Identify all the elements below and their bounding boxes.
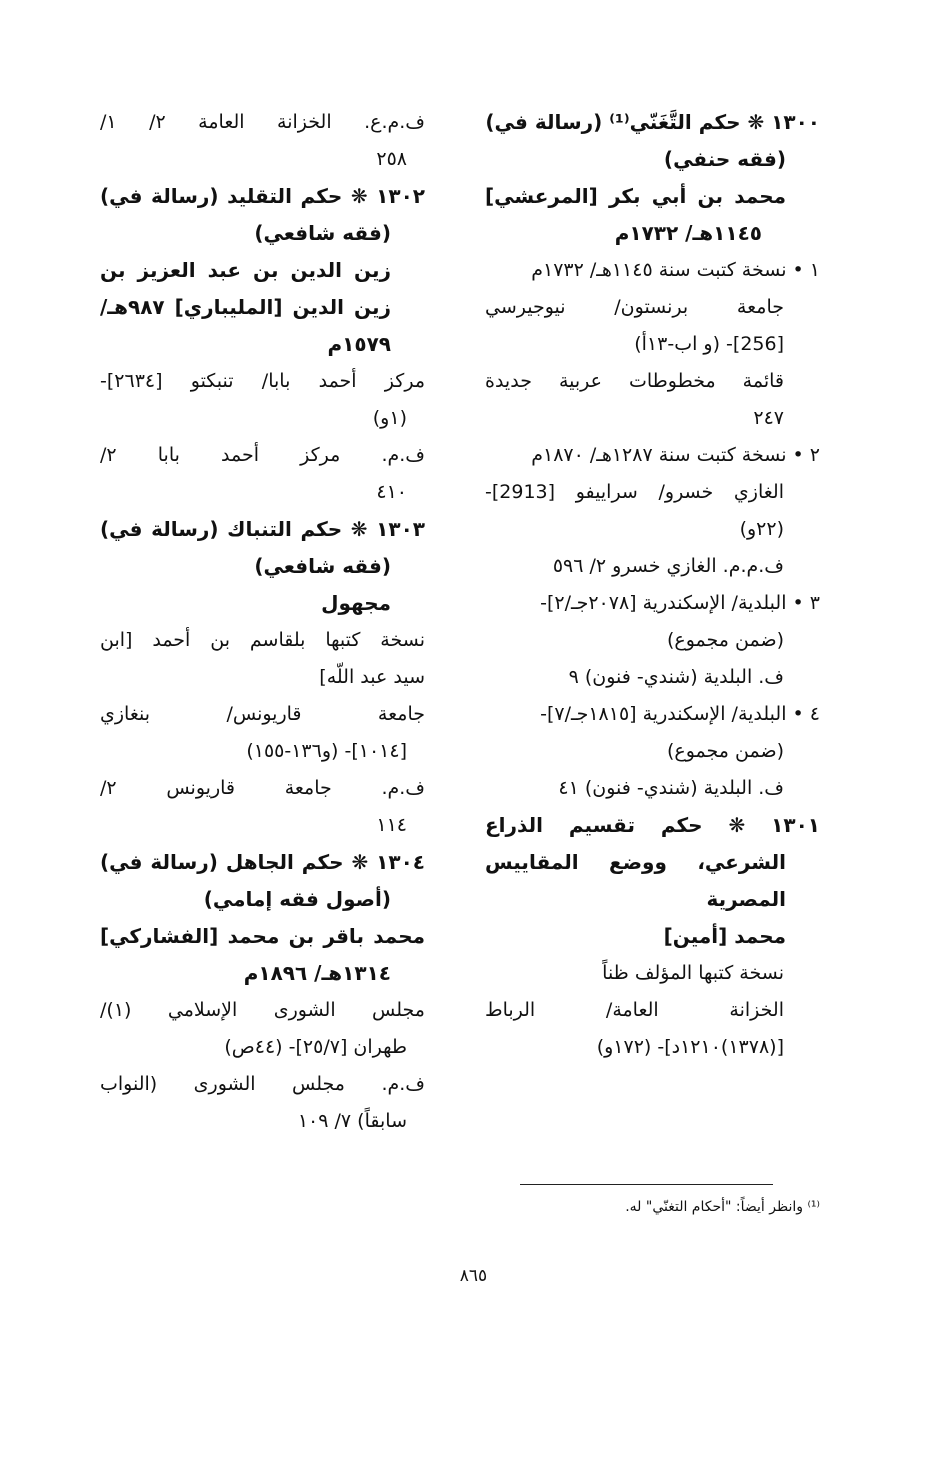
- right-column-line: (ضمن مجموع): [666, 629, 784, 651]
- page-number: ٨٦٥: [459, 1266, 488, 1286]
- left-column-line: ١٣٠٣ ❋ حكم التنباك (رسالة في): [100, 517, 425, 541]
- left-column-line: ١٣١٤هـ/ ١٨٩٦م: [243, 961, 391, 985]
- right-column-line: جامعة برنستون/ نيوجيرسي: [485, 296, 784, 318]
- right-column-line: [256]- (و اب-١٣أ): [634, 333, 784, 355]
- right-column-line: المصرية: [706, 887, 786, 911]
- right-column-line: الغازي خسرو/ سراييفو [2913]-: [485, 481, 784, 503]
- left-column-line: ٢٥٨: [376, 148, 407, 170]
- left-column-line: ف.م.ع. الخزانة العامة ٢/ ١/: [100, 111, 425, 133]
- right-column-line: ٤ • البلدية/ الإسكندرية [١٨١٥جـ/٧]-: [540, 703, 820, 725]
- right-column-line: ف.م.م. الغازي خسرو ٢/ ٥٩٦: [552, 555, 784, 577]
- right-column-line: [(١٣٧٨)١٢١٠د]- (١٧٢و): [596, 1036, 784, 1058]
- right-column-line: ف. البلدية (شندي- فنون) ٤١: [558, 777, 784, 799]
- right-column-line: ٢ • نسخة كتبت سنة ١٢٨٧هـ/ ١٨٧٠م: [531, 444, 820, 466]
- right-column-line: محمد [أمين]: [663, 924, 786, 948]
- left-column-line: زين الدين [المليباري] ٩٨٧هـ/: [100, 295, 391, 319]
- right-column: [485, 104, 820, 1066]
- right-column-line: (٢٢و): [739, 518, 784, 540]
- left-column-line: (١و): [372, 407, 407, 429]
- left-column-line: سابقاً) ٧/ ١٠٩: [297, 1110, 407, 1132]
- right-column-line: ٢٤٧: [753, 407, 784, 429]
- right-column-line: الشرعي، ووضع المقاييس: [485, 850, 786, 874]
- footnote-divider: [520, 1184, 773, 1185]
- left-column-line: ١٥٧٩م: [327, 332, 391, 356]
- footnote: ⁽¹⁾ وانظر أيضاً: "أحكام التغنّي" له.: [625, 1199, 820, 1215]
- right-column-line: ١٣٠١ ❋ حكم تقسيم الذراع: [485, 813, 820, 837]
- left-column-line: (فقه شافعي): [254, 554, 391, 578]
- left-column-line: مجهول: [321, 591, 391, 615]
- left-column-line: ٤١٠: [376, 481, 407, 503]
- left-column-line: مركز أحمد بابا/ تنبكتو [٢٦٣٤]-: [100, 370, 425, 392]
- left-column-line: سيد عبد اللّه]: [319, 666, 425, 688]
- right-column-line: قائمة مخطوطات عربية جديدة: [485, 370, 784, 392]
- left-column-line: محمد باقر بن محمد [الفشاركي]: [100, 924, 425, 948]
- right-column-line: نسخة كتبها المؤلف ظناً: [602, 962, 784, 984]
- left-column-line: مجلس الشورى الإسلامي (١)/: [100, 999, 425, 1021]
- left-column-line: ١٣٠٤ ❋ حكم الجاهل (رسالة في): [100, 850, 425, 874]
- left-column-line: (أصول فقه إمامي): [203, 887, 391, 911]
- left-column-line: طهران [٢٥/٧]- (٤٤ص): [224, 1036, 407, 1058]
- left-column: [100, 104, 425, 1140]
- right-column-line: ١ • نسخة كتبت سنة ١١٤٥هـ/ ١٧٣٢م: [531, 259, 820, 281]
- right-column-line: (ضمن مجموع): [666, 740, 784, 762]
- left-column-line: [١٠١٤]- (و١٣٦-١٥٥): [246, 740, 407, 762]
- left-column-line: ف.م. مجلس الشورى (النواب: [100, 1073, 425, 1095]
- left-column-line: (فقه شافعي): [254, 221, 391, 245]
- left-column-line: ١٣٠٢ ❋ حكم التقليد (رسالة في): [100, 184, 425, 208]
- left-column-line: نسخة كتبها بلقاسم بن أحمد [ابن: [100, 629, 425, 651]
- right-column-line: ١١٤٥هـ/ ١٧٣٢م: [614, 221, 762, 245]
- left-column-line: زين الدين بن عبد العزيز بن: [100, 258, 391, 282]
- right-column-line: محمد بن أبي بكر [المرعشي]: [485, 184, 786, 208]
- right-column-line: ١٣٠٠ ❋ حكم التَّغَنّي⁽¹⁾ (رسالة في): [485, 110, 820, 134]
- left-column-line: جامعة قاريونس/ بنغازي: [100, 703, 425, 725]
- right-column-line: (فقه حنفي): [663, 147, 786, 171]
- right-column-line: الخزانة العامة/ الرباط: [485, 999, 784, 1021]
- right-column-line: ٣ • البلدية/ الإسكندرية [٢٠٧٨جـ/٢]-: [540, 592, 820, 614]
- right-column-line: ف. البلدية (شندي- فنون) ٩: [568, 666, 784, 688]
- left-column-line: ف.م. جامعة قاريونس ٢/: [100, 777, 425, 799]
- left-column-line: ف.م. مركز أحمد بابا ٢/: [100, 444, 425, 466]
- left-column-line: ١١٤: [376, 814, 407, 836]
